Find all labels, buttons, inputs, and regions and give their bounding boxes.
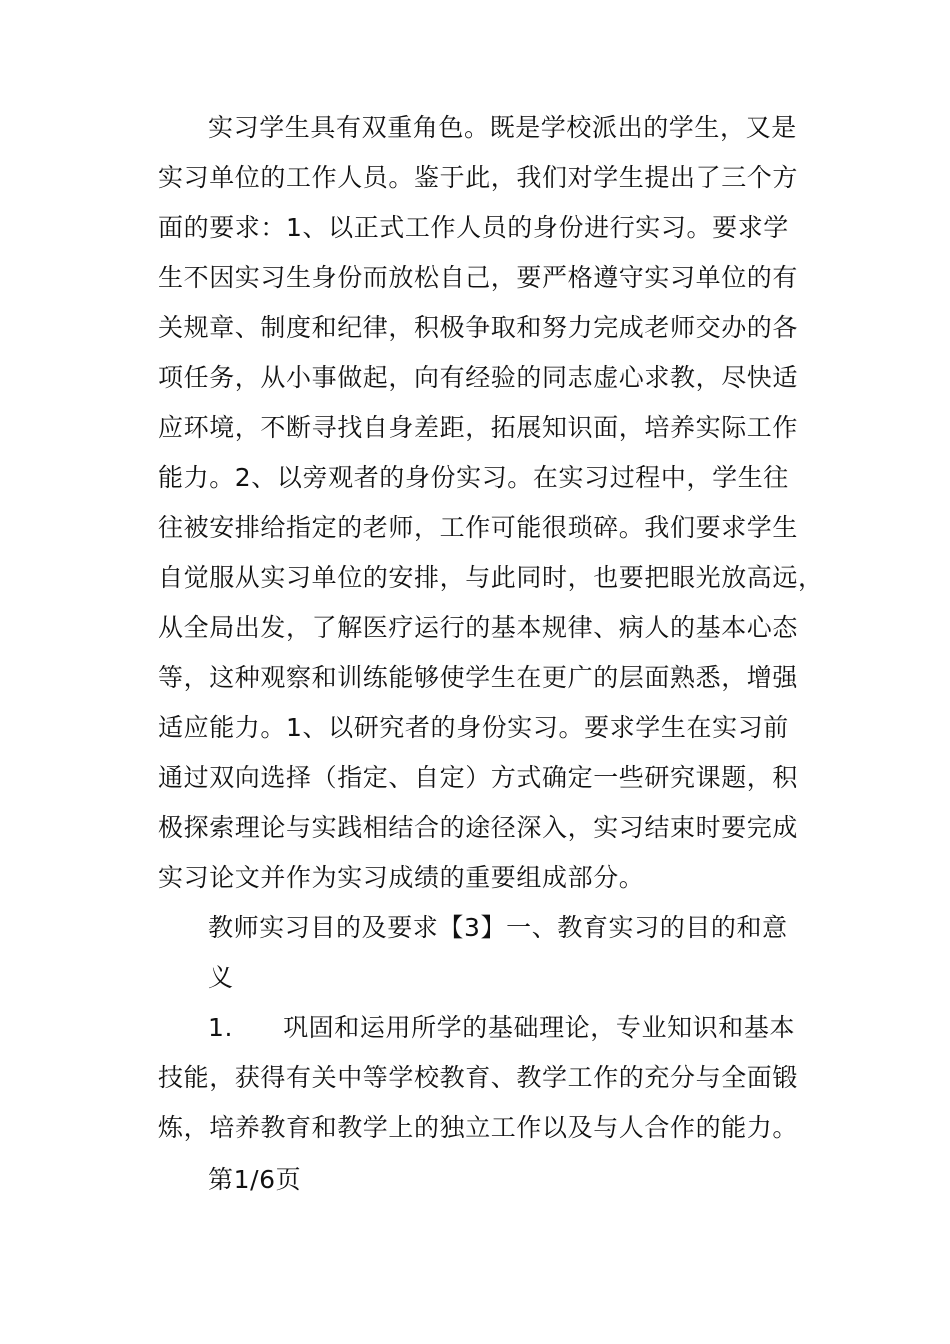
paragraph-line: 项任务，从小事做起，向有经验的同志虚心求教，尽快适 bbox=[158, 363, 799, 392]
paragraph-line: 实习单位的工作人员。鉴于此，我们对学生提出了三个方 bbox=[158, 163, 799, 192]
list-item-line: 炼，培养教育和教学上的独立工作以及与人合作的能力。 bbox=[158, 1113, 799, 1142]
list-item-first-line bbox=[208, 1013, 868, 1043]
paragraph-line: 生不因实习生身份而放松自己，要严格遵守实习单位的有 bbox=[158, 263, 799, 292]
paragraph-line: 从全局出发，了解医疗运行的基本规律、病人的基本心态 bbox=[158, 613, 799, 642]
paragraph-line: 实习学生具有双重角色。既是学校派出的学生，又是 bbox=[208, 113, 797, 142]
paragraph-line: 等，这种观察和训练能够使学生在更广的层面熟悉，增强 bbox=[158, 663, 799, 692]
paragraph-line: 面的要求：1、以正式工作人员的身份进行实习。要求学 bbox=[158, 213, 789, 242]
paragraph-line: 适应能力。1、以研究者的身份实习。要求学生在实习前 bbox=[158, 713, 789, 742]
section-heading: 教师实习目的及要求【3】一、教育实习的目的和意 bbox=[208, 913, 788, 942]
paragraph-line: 关规章、制度和纪律，积极争取和努力完成老师交办的各 bbox=[158, 313, 799, 342]
paragraph-line: 往被安排给指定的老师，工作可能很琐碎。我们要求学生 bbox=[158, 513, 799, 542]
paragraph-line: 极探索理论与实践相结合的途径深入，实习结束时要完成 bbox=[158, 813, 799, 842]
paragraph-line: 实习论文并作为实习成绩的重要组成部分。 bbox=[158, 863, 645, 892]
list-item-text: 巩固和运用所学的基础理论，专业知识和基本 bbox=[283, 1013, 796, 1042]
paragraph-line: 通过双向选择（指定、自定）方式确定一些研究课题，积 bbox=[158, 763, 799, 792]
section-heading-continued: 义 bbox=[208, 963, 234, 992]
paragraph-line: 自觉服从实习单位的安排，与此同时，也要把眼光放高远， bbox=[158, 563, 824, 592]
paragraph-line: 能力。2、以旁观者的身份实习。在实习过程中，学生往 bbox=[158, 463, 789, 492]
list-item-line: 技能，获得有关中等学校教育、教学工作的充分与全面锻 bbox=[158, 1063, 799, 1092]
page-number: 第1/6页 bbox=[208, 1165, 302, 1194]
list-item-number: 1. bbox=[208, 1013, 234, 1042]
paragraph-line: 应环境，不断寻找自身差距，拓展知识面，培养实际工作 bbox=[158, 413, 799, 442]
